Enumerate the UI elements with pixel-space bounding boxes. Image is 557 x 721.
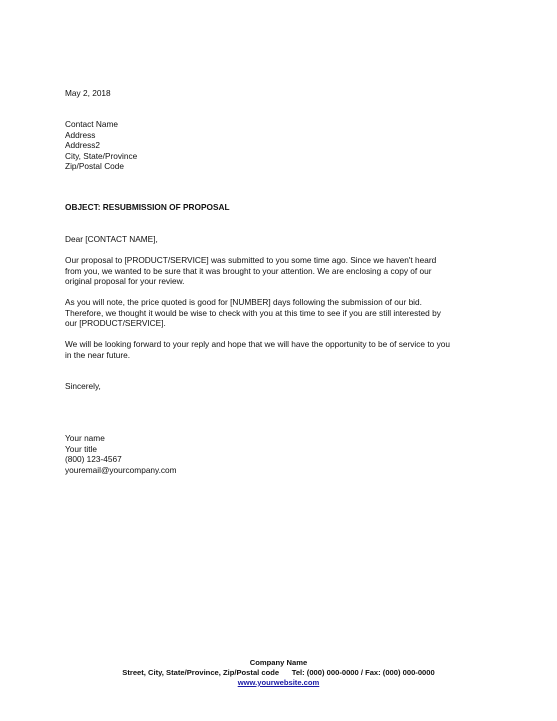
footer-website-link[interactable]: www.yourwebsite.com	[237, 678, 320, 687]
letter-footer	[0, 658, 557, 688]
body-paragraph-2	[65, 297, 505, 329]
recipient-address-line1: Address	[65, 129, 96, 140]
paragraph-line: As you will note, the price quoted is good for [NUMBER] days following the submission of our bid.	[65, 297, 422, 307]
recipient-zip: Zip/Postal Code	[65, 161, 125, 172]
recipient-address-line2: Address2	[65, 140, 101, 151]
letter-subject	[65, 202, 505, 213]
signature-block	[65, 433, 505, 475]
footer-contact-line: Street, City, State/Province, Zip/Postal code Tel: (000) 000-0000 / Fax: (000) 000-0000	[122, 668, 435, 677]
signature-title: Your title	[65, 443, 97, 454]
paragraph-line: We will be looking forward to your reply and hope that we will have the opportunity to be of service to you	[65, 339, 450, 349]
closing-text: Sincerely,	[65, 381, 101, 391]
letter-date	[65, 88, 505, 99]
recipient-city-state: City, State/Province	[65, 150, 138, 161]
paragraph-line: original proposal for your review.	[65, 276, 185, 287]
paragraph-line: from you, we wanted to be sure that it was brought to your attention. We are enclosing a copy of our	[65, 265, 432, 276]
subject-text: OBJECT: RESUBMISSION OF PROPOSAL	[65, 202, 230, 212]
paragraph-line: in the near future.	[65, 349, 131, 360]
paragraph-line: Our proposal to [PRODUCT/SERVICE] was submitted to you some time ago. Since we haven't heard	[65, 255, 437, 265]
date-text: May 2, 2018	[65, 88, 111, 98]
paragraph-line: our [PRODUCT/SERVICE].	[65, 318, 166, 329]
footer-company-name: Company Name	[249, 658, 308, 667]
letter-closing	[65, 381, 505, 392]
recipient-address	[65, 119, 505, 172]
signature-phone: (800) 123-4567	[65, 454, 122, 465]
body-paragraph-3	[65, 339, 505, 360]
recipient-name: Contact Name	[65, 119, 119, 129]
signature-email: youremail@yourcompany.com	[65, 464, 177, 475]
letter-salutation	[65, 234, 505, 245]
paragraph-line: Therefore, we thought it would be wise to check with you at this time to see if you are still interested by	[65, 307, 441, 318]
signature-name: Your name	[65, 433, 105, 443]
body-paragraph-1	[65, 255, 505, 287]
salutation-text: Dear [CONTACT NAME],	[65, 234, 158, 244]
